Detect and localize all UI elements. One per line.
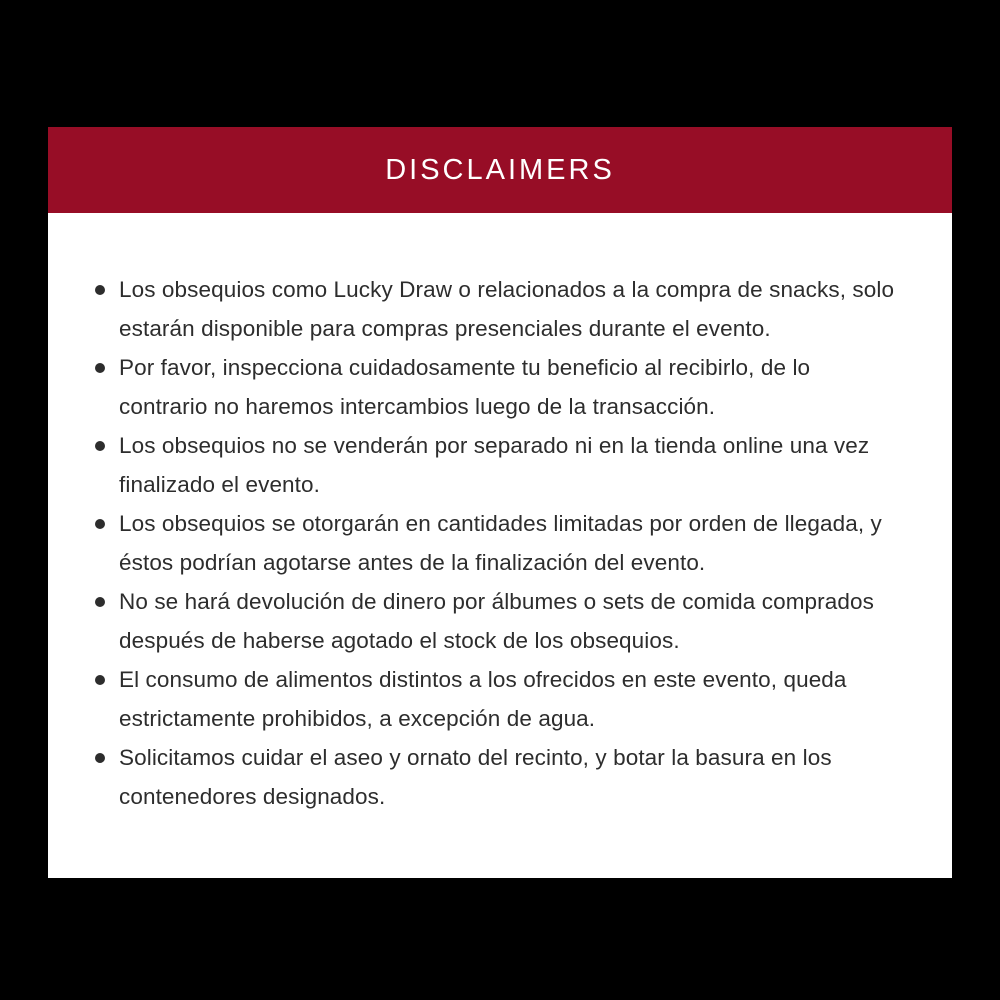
disclaimer-list bbox=[48, 213, 952, 816]
list-item bbox=[95, 348, 897, 426]
page-title: DISCLAIMERS bbox=[385, 153, 615, 186]
list-item bbox=[95, 582, 897, 660]
disclaimer-text: Por favor, inspecciona cuidadosamente tu beneficio al recibirlo, de lo contrario no haremos intercambios luego de la transacción. bbox=[119, 355, 811, 419]
disclaimer-text: Los obsequios se otorgarán en cantidades limitadas por orden de llegada, y éstos podrían agotarse antes de la finalización del evento. bbox=[119, 511, 882, 575]
bullet-icon bbox=[95, 597, 105, 607]
list-item bbox=[95, 270, 897, 348]
disclaimer-text: Los obsequios como Lucky Draw o relacionados a la compra de snacks, solo estarán disponible para compras presenciales durante el evento. bbox=[119, 277, 895, 341]
bullet-icon bbox=[95, 753, 105, 763]
disclaimer-text: El consumo de alimentos distintos a los ofrecidos en este evento, queda estrictamente prohibidos, a excepción de agua. bbox=[119, 667, 847, 731]
bullet-icon bbox=[95, 285, 105, 295]
list-item bbox=[95, 426, 897, 504]
bullet-icon bbox=[95, 441, 105, 451]
disclaimer-header-bar bbox=[48, 127, 952, 213]
list-item bbox=[95, 738, 897, 816]
disclaimer-text: Solicitamos cuidar el aseo y ornato del recinto, y botar la basura en los contenedores designados. bbox=[119, 745, 832, 809]
disclaimer-card bbox=[48, 127, 952, 878]
bullet-icon bbox=[95, 675, 105, 685]
disclaimer-text: Los obsequios no se venderán por separado ni en la tienda online una vez finalizado el evento. bbox=[119, 433, 870, 497]
bullet-icon bbox=[95, 363, 105, 373]
list-item bbox=[95, 504, 897, 582]
disclaimer-text: No se hará devolución de dinero por álbumes o sets de comida comprados después de haberse agotado el stock de los obsequios. bbox=[119, 589, 874, 653]
list-item bbox=[95, 660, 897, 738]
bullet-icon bbox=[95, 519, 105, 529]
